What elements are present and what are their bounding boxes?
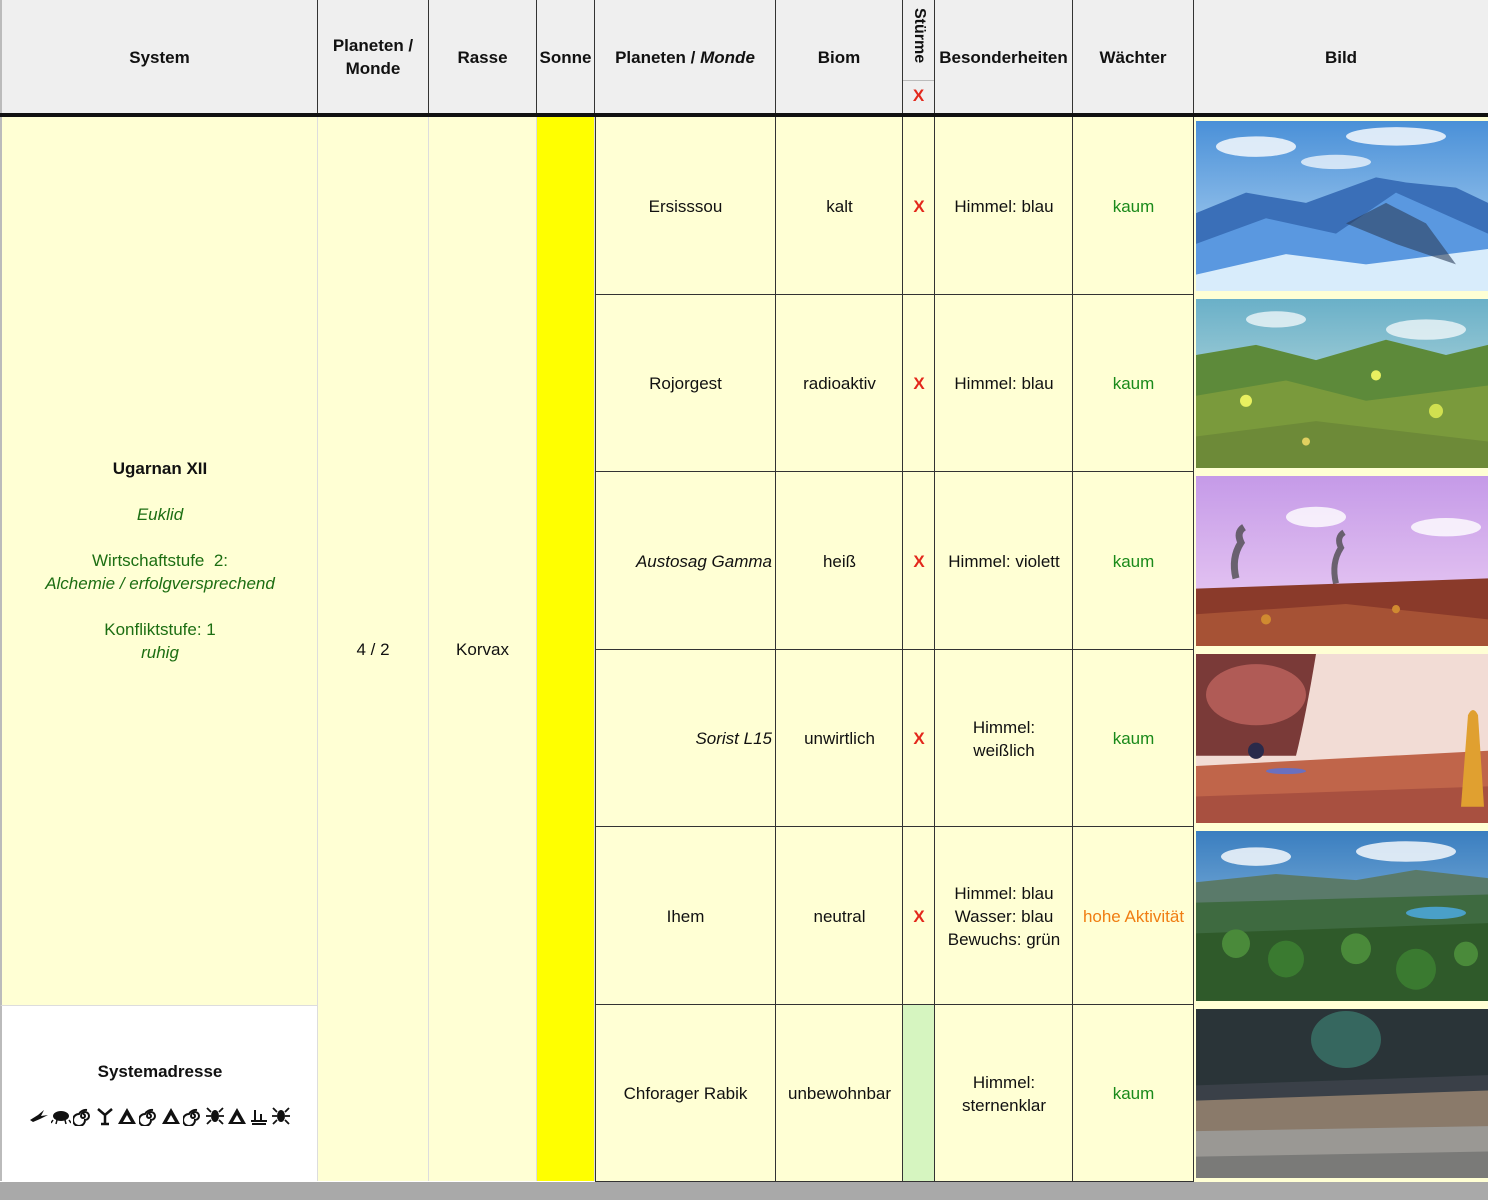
storm-cell <box>903 650 935 827</box>
planet-name-cell <box>595 1005 776 1182</box>
planet-photo-cell <box>1194 1005 1488 1182</box>
boat-glyph-icon <box>249 1106 269 1126</box>
planet-name: Sorist L15 <box>695 729 772 748</box>
planet-photo-cell <box>1194 827 1488 1005</box>
feature-line: Himmel: <box>972 1072 1036 1092</box>
storm-cell <box>903 1005 935 1182</box>
planet-count-cell <box>318 117 429 1181</box>
planet-photo[interactable] <box>1196 1009 1488 1178</box>
header-biome <box>776 0 903 114</box>
biome-value: unwirtlich <box>804 729 875 748</box>
sentinels-value: kaum <box>1112 729 1155 748</box>
storm-mark: X <box>913 906 925 926</box>
planet-name-cell <box>595 472 776 650</box>
sentinels-cell <box>1073 295 1194 472</box>
sentinels-cell <box>1073 650 1194 827</box>
header-features <box>935 0 1073 114</box>
planet-name: Ihem <box>666 906 705 926</box>
storm-mark: X <box>913 374 925 393</box>
biome-cell <box>776 295 903 472</box>
planet-photo[interactable] <box>1196 476 1488 646</box>
features-cell <box>935 117 1073 295</box>
sentinels-cell <box>1073 1005 1194 1182</box>
bug-glyph-icon <box>205 1106 225 1126</box>
system-name: Ugarnan XII <box>112 459 208 478</box>
feature-line: Himmel: violett <box>948 551 1060 571</box>
header-race <box>429 0 537 114</box>
system-address-cell <box>0 1005 318 1181</box>
planet-name: Austosag Gamma <box>635 551 772 571</box>
header-system <box>0 0 318 114</box>
sentinels-value: hohe Aktivität <box>1082 906 1185 926</box>
feature-line: weißlich <box>973 740 1035 760</box>
header-image-label: Bild <box>1324 47 1358 67</box>
system-galaxy: Euklid <box>136 505 184 524</box>
header-planets <box>595 0 776 114</box>
beetle-glyph-icon <box>51 1106 71 1126</box>
feature-line: Himmel: blau <box>954 883 1054 903</box>
planet-photo[interactable] <box>1196 654 1488 823</box>
planet-photo[interactable] <box>1196 121 1488 291</box>
planet-name-cell <box>595 827 776 1005</box>
column-divider <box>1072 117 1073 1181</box>
planet-photo-cell <box>1194 472 1488 650</box>
biome-value: unbewohnbar <box>787 1084 892 1103</box>
column-divider <box>934 117 935 1181</box>
header-storms-divider <box>903 80 934 81</box>
planet-name: Rojorgest <box>649 374 722 393</box>
biome-cell <box>776 650 903 827</box>
features-cell <box>935 472 1073 650</box>
feature-line: Himmel: blau <box>954 196 1054 216</box>
sentinels-value: kaum <box>1112 1084 1155 1103</box>
bird-glyph-icon <box>29 1106 49 1126</box>
system-conflict-label: Konfliktstufe: 1 <box>104 620 216 639</box>
biome-value: radioaktiv <box>803 374 876 393</box>
planet-name: Chforager Rabik <box>623 1084 748 1103</box>
planet-name-cell <box>595 295 776 472</box>
system-address-glyphs <box>2 1106 318 1130</box>
spiral-glyph-icon <box>183 1106 203 1126</box>
features-cell <box>935 827 1073 1005</box>
header-sun-label: Sonne <box>539 47 592 67</box>
header-biome-label: Biom <box>817 47 861 67</box>
system-address-label: Systemadresse <box>97 1062 223 1081</box>
storm-mark: X <box>913 729 925 748</box>
storm-mark: X <box>913 196 925 216</box>
planet-photo-cell <box>1194 295 1488 472</box>
triangle-glyph-icon <box>117 1106 137 1126</box>
biome-value: kalt <box>826 196 853 216</box>
feature-line: sternenklar <box>961 1095 1047 1115</box>
planet-photo[interactable] <box>1196 831 1488 1001</box>
system-conflict-value: ruhig <box>141 643 179 662</box>
spiral-glyph-icon <box>73 1106 93 1126</box>
header-moons-label: Monde <box>700 47 755 67</box>
planet-name-cell <box>595 650 776 827</box>
sentinels-cell <box>1073 827 1194 1005</box>
storm-cell <box>903 295 935 472</box>
planet-name-cell <box>595 117 776 295</box>
feature-line: Himmel: <box>972 717 1036 737</box>
system-info-cell <box>0 117 318 1005</box>
column-divider <box>1193 117 1194 1181</box>
column-divider <box>595 117 596 1181</box>
storm-mark: X <box>913 551 925 571</box>
biome-cell <box>776 1005 903 1182</box>
header-sentinels <box>1073 0 1194 114</box>
sun-color-cell <box>537 117 595 1181</box>
header-planets-label: Planeten / <box>615 47 696 67</box>
biome-cell <box>776 472 903 650</box>
system-economy-value: Alchemie / erfolgversprechend <box>45 574 275 593</box>
feature-line: Bewuchs: grün <box>947 929 1061 949</box>
tree-glyph-icon <box>95 1106 115 1126</box>
header-system-label: System <box>129 47 190 67</box>
header-storms <box>903 0 935 114</box>
header-features-label: Besonderheiten <box>939 47 1068 67</box>
system-economy-label: Wirtschaftstufe 2: <box>91 551 229 570</box>
storm-cell <box>903 472 935 650</box>
column-divider <box>902 117 903 1181</box>
bottom-scrollbar[interactable] <box>0 1182 1488 1200</box>
race-cell <box>429 117 537 1181</box>
header-storms-mark: X <box>912 86 925 105</box>
sentinels-value: kaum <box>1112 374 1155 393</box>
column-divider <box>775 117 776 1181</box>
header-storms-label: Stürme <box>911 8 928 64</box>
header-planets-moons <box>318 0 429 114</box>
sentinels-cell <box>1073 472 1194 650</box>
header-image <box>1194 0 1488 114</box>
race-value: Korvax <box>456 639 509 659</box>
storm-cell <box>903 117 935 295</box>
feature-line: Himmel: blau <box>954 374 1054 393</box>
bug-glyph-icon <box>271 1106 291 1126</box>
spiral-glyph-icon <box>139 1106 159 1126</box>
planet-name: Ersisssou <box>648 196 723 216</box>
sentinels-cell <box>1073 117 1194 295</box>
header-sun <box>537 0 595 114</box>
features-cell <box>935 650 1073 827</box>
features-cell <box>935 295 1073 472</box>
header-planets-moons-label: Planeten / Monde <box>332 36 414 78</box>
features-cell <box>935 1005 1073 1182</box>
planet-photo-cell <box>1194 650 1488 827</box>
storm-cell <box>903 827 935 1005</box>
header-race-label: Rasse <box>457 47 508 67</box>
triangle-glyph-icon <box>161 1106 181 1126</box>
biome-cell <box>776 827 903 1005</box>
feature-line: Wasser: blau <box>954 906 1054 926</box>
planet-photo[interactable] <box>1196 299 1488 468</box>
biome-value: neutral <box>813 906 866 926</box>
header-sentinels-label: Wächter <box>1099 47 1167 67</box>
biome-value: heiß <box>822 551 857 571</box>
triangle-glyph-icon <box>227 1106 247 1126</box>
sentinels-value: kaum <box>1112 196 1155 216</box>
sentinels-value: kaum <box>1112 551 1155 571</box>
planet-count: 4 / 2 <box>356 639 390 659</box>
biome-cell <box>776 117 903 295</box>
planet-photo-cell <box>1194 117 1488 295</box>
